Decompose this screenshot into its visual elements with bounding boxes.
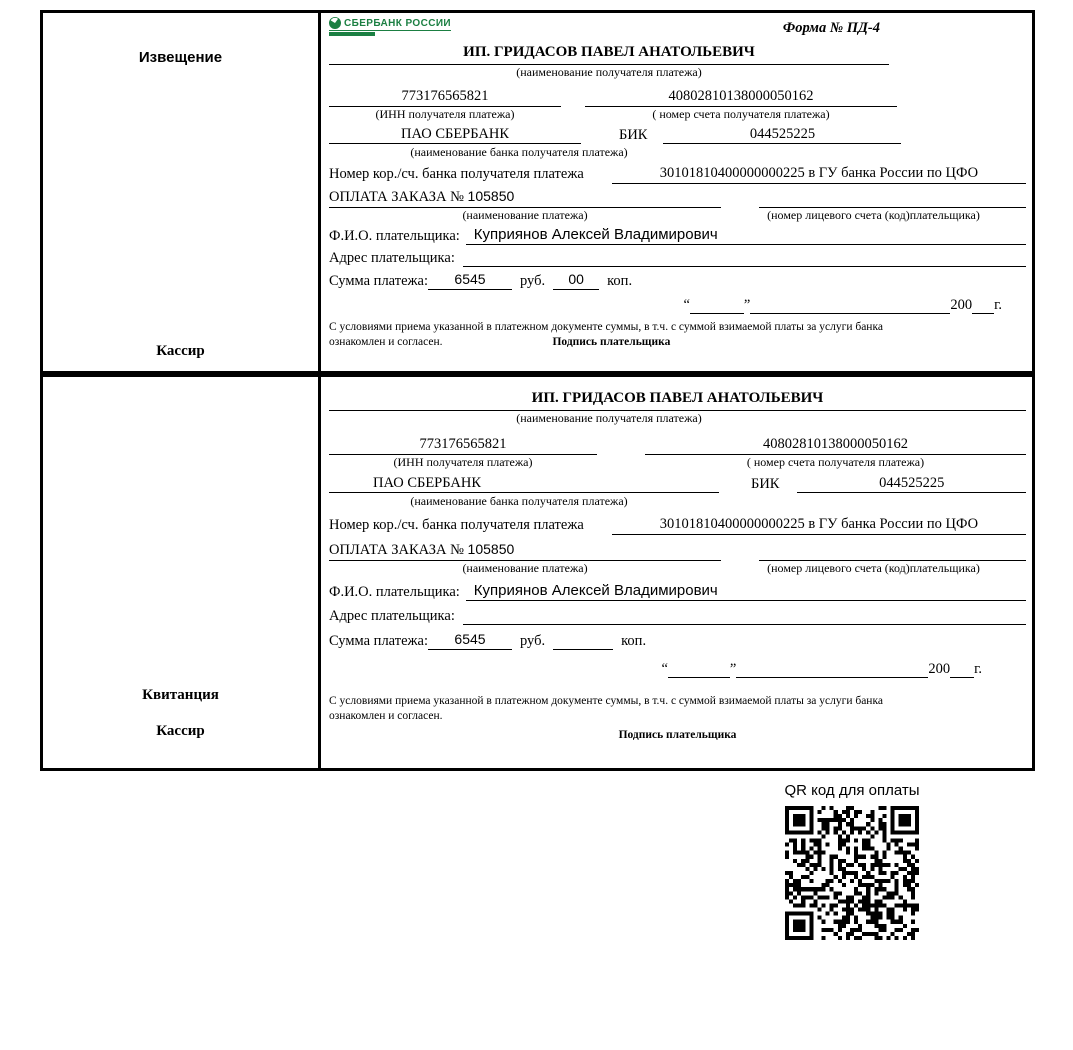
account-value: 40802810138000050162 <box>645 435 1026 454</box>
rub-label: руб. <box>520 632 546 649</box>
notice-section <box>40 10 1035 374</box>
receipt-form-column <box>321 377 1032 768</box>
personal-account-line <box>759 542 1026 561</box>
corr-account-value: 30101810400000000225 в ГУ банка России по ЦФО <box>612 164 1026 183</box>
date-year-prefix: 200 <box>928 660 951 677</box>
payment-purpose <box>329 188 721 208</box>
bik-label: БИК <box>619 126 648 143</box>
sberbank-logo <box>329 17 451 36</box>
purpose-text: ОПЛАТА ЗАКАЗА № <box>329 188 464 205</box>
notice-form-column <box>321 13 1032 371</box>
inn-value: 773176565821 <box>329 87 561 106</box>
account-caption: ( номер счета получателя платежа) <box>746 454 925 469</box>
stub-title: Квитанция <box>142 687 219 703</box>
qr-code <box>785 806 919 940</box>
form-number: Форма № ПД-4 <box>782 20 880 36</box>
recipient-name: ИП. ГРИДАСОВ ПАВЕЛ АНАТОЛЬЕВИЧ <box>329 43 889 65</box>
agreement-line2: ознакомлен и согласен. <box>329 709 443 722</box>
payer-name-value: Куприянов Алексей Владимирович <box>466 582 1026 601</box>
purpose-text: ОПЛАТА ЗАКАЗА № <box>329 541 464 558</box>
sberbank-logo-icon <box>329 17 341 29</box>
payer-address-line <box>463 249 1026 267</box>
recipient-name-caption: (наименование получателя платежа) <box>516 411 702 425</box>
date-year-prefix: 200 <box>950 296 973 313</box>
kopecks-value: 00 <box>553 271 599 290</box>
qr-label: QR код для оплаты <box>784 782 920 799</box>
bank-name: ПАО СБЕРБАНК <box>329 125 581 144</box>
cashier-label: Кассир <box>156 343 205 359</box>
sum-label: Сумма платежа: <box>329 632 428 649</box>
order-number: 105850 <box>467 540 515 557</box>
payer-address-line <box>463 607 1026 625</box>
bank-caption: (наименование банка получателя платежа) <box>410 145 628 160</box>
sum-value: 6545 <box>428 631 512 650</box>
bank-name: ПАО СБЕРБАНК <box>329 474 719 493</box>
agreement-line1: С условиями приема указанной в платежном документе суммы, в т.ч. с суммой взимаемой платы за услуги банка <box>329 320 883 333</box>
payer-address-label: Адрес плательщика: <box>329 250 455 267</box>
payer-address-label: Адрес плательщика: <box>329 608 455 625</box>
sum-label: Сумма платежа: <box>329 272 428 289</box>
payer-name-value: Куприянов Алексей Владимирович <box>466 226 1026 245</box>
order-number: 105850 <box>467 187 515 204</box>
receipt-section <box>40 374 1035 771</box>
payer-name-label: Ф.И.О. плательщика: <box>329 227 460 244</box>
sberbank-logo-text: СБЕРБАНК РОССИИ <box>344 17 452 29</box>
account-caption: ( номер счета получателя платежа) <box>652 106 830 121</box>
corr-account-label: Номер кор./сч. банка получателя платежа <box>329 517 584 534</box>
corr-account-value: 30101810400000000225 в ГУ банка России по ЦФО <box>612 515 1026 534</box>
date-line <box>329 296 1026 314</box>
recipient-name: ИП. ГРИДАСОВ ПАВЕЛ АНАТОЛЬЕВИЧ <box>329 389 1026 411</box>
kop-label: коп. <box>621 632 647 649</box>
inn-value: 773176565821 <box>329 435 597 454</box>
rub-label: руб. <box>520 272 546 289</box>
agreement-text <box>329 694 1026 724</box>
receipt-stub-column <box>43 377 321 768</box>
date-year-suffix: г. <box>974 660 982 677</box>
inn-caption: (ИНН получателя платежа) <box>393 454 533 469</box>
qr-block <box>772 782 932 940</box>
inn-caption: (ИНН получателя платежа) <box>375 106 515 121</box>
personal-account-line <box>759 189 1026 208</box>
notice-stub-column <box>43 13 321 371</box>
payer-name-label: Ф.И.О. плательщика: <box>329 583 460 600</box>
sberbank-logo-tagline-bar <box>329 32 375 36</box>
date-quote-open: “ <box>661 660 668 677</box>
agreement-line2: ознакомлен и согласен. <box>329 335 443 348</box>
purpose-caption: (наименование платежа) <box>462 560 588 575</box>
personal-account-caption: (номер лицевого счета (код)плательщика) <box>767 207 980 222</box>
agreement-line1: С условиями приема указанной в платежном документе суммы, в т.ч. с суммой взимаемой платы за услуги банка <box>329 694 883 707</box>
stub-title: Извещение <box>138 49 223 66</box>
kopecks-value <box>553 649 613 650</box>
bik-value: 044525225 <box>797 474 1026 493</box>
signature-label: Подпись плательщика <box>618 728 737 741</box>
cashier-label: Кассир <box>156 723 205 739</box>
sum-value: 6545 <box>428 271 512 290</box>
agreement-text <box>329 320 1026 350</box>
date-quote-close: ” <box>729 660 737 677</box>
kop-label: коп. <box>607 272 633 289</box>
personal-account-caption: (номер лицевого счета (код)плательщика) <box>767 560 980 575</box>
bik-label: БИК <box>751 475 780 492</box>
bank-caption: (наименование банка получателя платежа) <box>410 494 628 509</box>
bik-value: 044525225 <box>663 125 901 144</box>
date-line <box>329 660 1026 678</box>
date-quote-close: ” <box>743 296 751 313</box>
corr-account-label: Номер кор./сч. банка получателя платежа <box>329 166 584 183</box>
signature-label: Подпись плательщика <box>552 335 671 348</box>
date-quote-open: “ <box>683 296 690 313</box>
purpose-caption: (наименование платежа) <box>462 207 588 222</box>
recipient-name-caption: (наименование получателя платежа) <box>516 65 702 79</box>
payment-purpose <box>329 541 721 561</box>
date-year-suffix: г. <box>994 296 1002 313</box>
account-value: 40802810138000050162 <box>585 87 897 106</box>
